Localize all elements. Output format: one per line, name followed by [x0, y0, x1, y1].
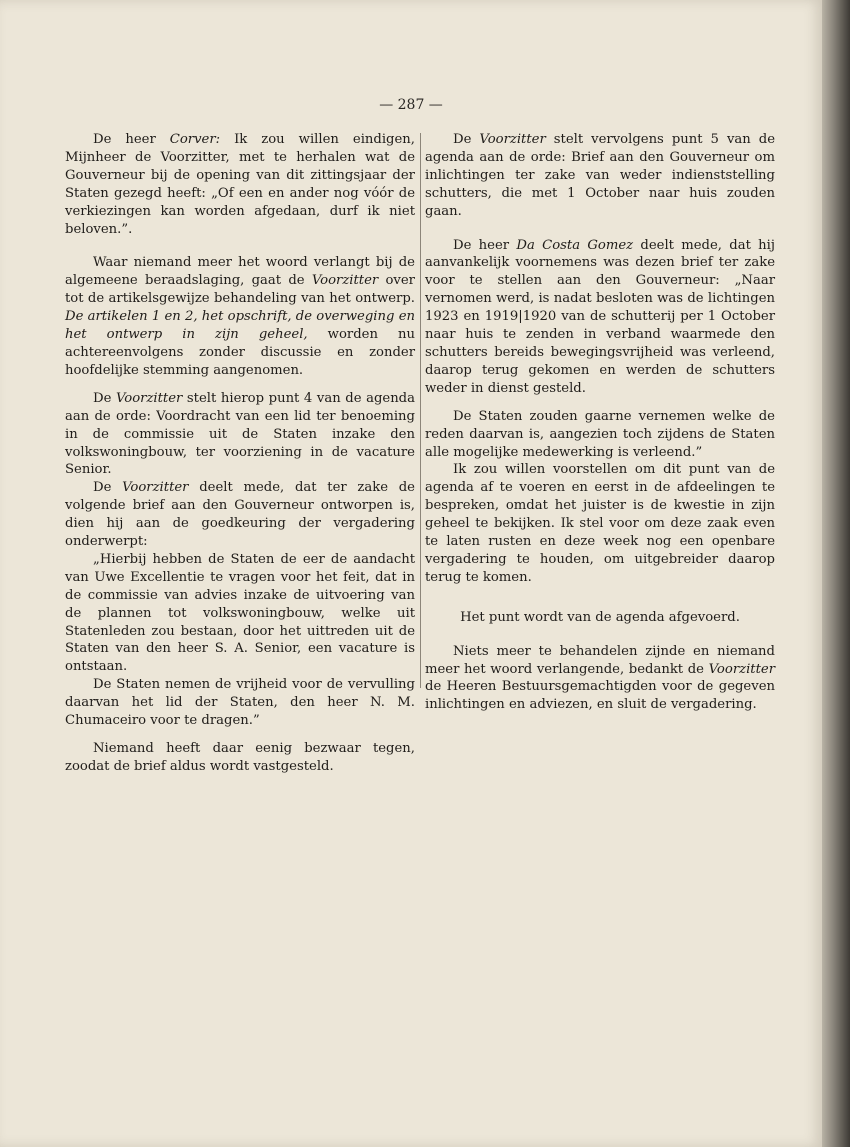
page-number: — 287 —	[379, 97, 443, 113]
paragraph: De heer Corver: Ik zou willen eindigen, Mijnheer de Voorzitter, met te herhalen wat de Gouverneur bij de opening van dit zittingsjaar der Staten gezegd heeft: „Of een en ander nog vóór de verkiezingen kan worden afgedaan, durf ik niet beloven.”.	[65, 132, 415, 237]
page-edge	[822, 0, 850, 1147]
paragraph: De Voorzitter deelt mede, dat ter zake de volgende brief aan den Gouverneur ontworpen is, dien hij aan de goedkeuring der vergadering onderwerpt:	[65, 480, 415, 550]
paragraph: „Hierbij hebben de Staten de eer de aandacht van Uwe Excellentie te vragen voor het feit, dat in de commissie van advies inzake de uitvoering van de plannen tot volkswoningbouw, welke uit Statenleden zou bestaan, door het uittreden uit de Staten van den heer S. A. Senior, een vacature is ontstaan.	[65, 551, 415, 675]
paragraph: De Voorzitter stelt vervolgens punt 5 van de agenda aan de orde: Brief aan den Gouverneur om inlichtingen ter zake van weder indienststelling schutters, die met 1 October naar huis zouden gaan.	[425, 132, 775, 219]
paragraph: De Voorzitter stelt hierop punt 4 van de agenda aan de orde: Voordracht van een lid ter benoeming in de commissie uit de Staten inzake den volkswoningbouw, ter voorziening in de vacature Senior.	[65, 390, 415, 478]
paragraph: Niemand heeft daar eenig bezwaar tegen, zoodat de brief aldus wordt vastgesteld.	[65, 741, 415, 774]
left-column	[65, 131, 415, 776]
paragraph: Ik zou willen voorstellen om dit punt van de agenda af te voeren en eerst in de afdeelingen te bespreken, omdat het juister is de kwestie in zijn geheel te bekijken. Ik stel voor om deze zaak even te laten rusten en deze week nog een openbare vergadering te houden, om uitgebreider daarop terug te komen.	[425, 462, 775, 585]
paragraph: Het punt wordt van de agenda afgevoerd.	[460, 609, 740, 625]
paragraph: De Staten zouden gaarne vernemen welke de reden daarvan is, aangezien toch zijdens de Staten alle mogelijke medewerking is verleend.”	[425, 408, 775, 460]
right-column	[425, 131, 775, 714]
column-divider	[420, 133, 421, 688]
paragraph: De Staten nemen de vrijheid voor de vervulling daarvan het lid der Staten, den heer N. M. Chumaceiro voor te dragen.”	[65, 677, 415, 729]
paragraph: Waar niemand meer het woord verlangt bij de algemeene beraadslaging, gaat de Voorzitter over tot de artikelsgewijze behandeling van het ontwerp. De artikelen 1 en 2, het opschrift, de overweging en het ontwerp in zijn geheel, worden nu achtereenvolgens zonder discussie en zonder hoofdelijke stemming aangenomen.	[65, 255, 415, 378]
paragraph: Niets meer te behandelen zijnde en niemand meer het woord verlangende, bedankt de Voorzitter de Heeren Bestuursgemachtigden voor de gegeven inlichtingen en adviezen, en sluit de vergadering.	[425, 643, 775, 713]
paragraph: De heer Da Costa Gomez deelt mede, dat hij aanvankelijk voornemens was dezen brief ter zake voor te stellen aan den Gouverneur: „Naar vernomen werd, is nadat besloten was de lichtingen 1923 en 1919|1920 van de schutterij per 1 October naar huis te zenden in verband waarmede den schutters bereids bewegingsvrijheid was verleend, daarop terug gekomen en werden de schutters weder in dienst gesteld.	[425, 237, 775, 396]
